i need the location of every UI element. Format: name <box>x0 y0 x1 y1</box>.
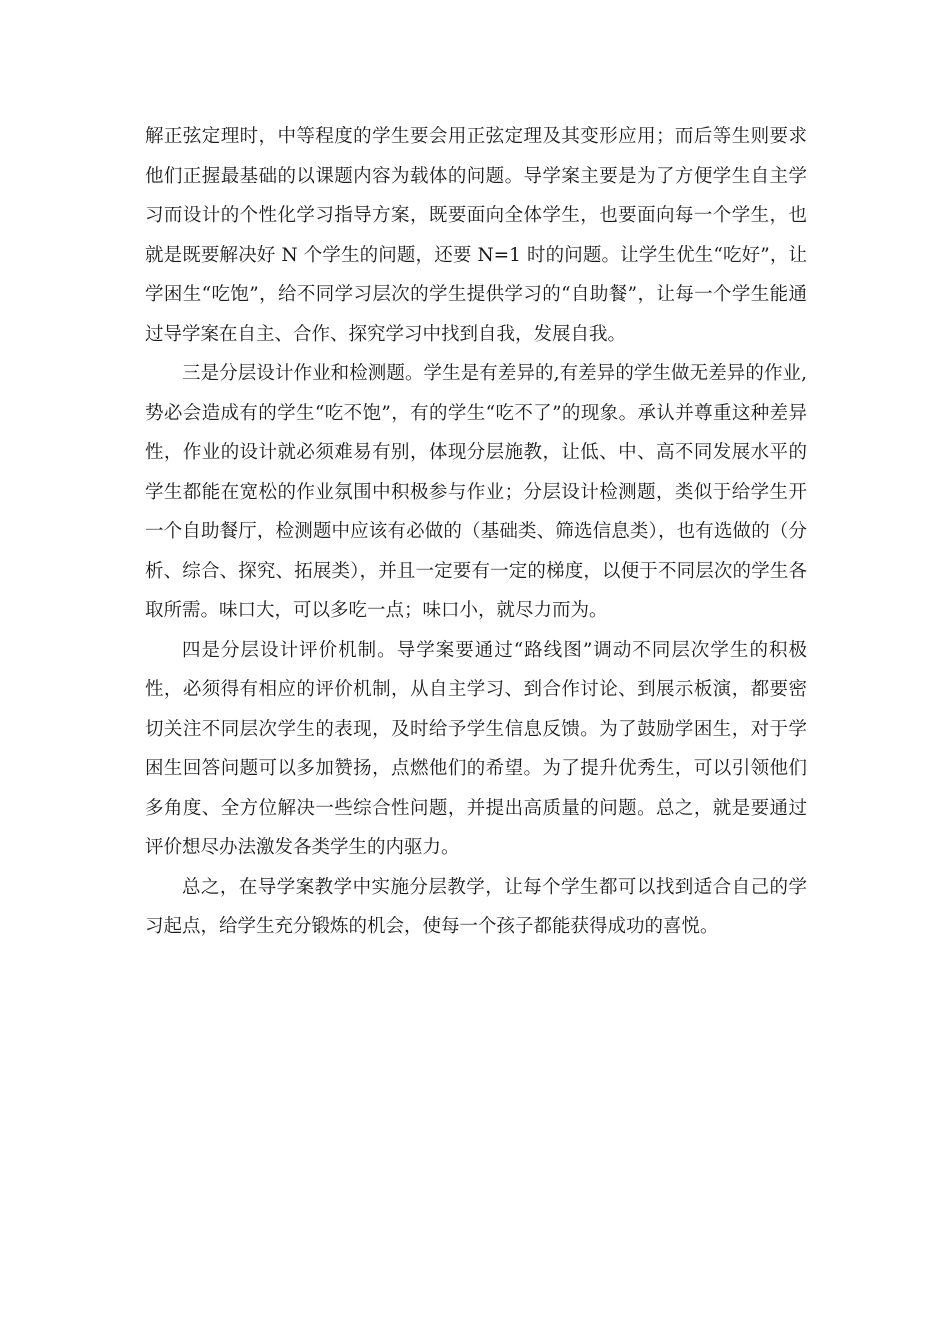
document-body <box>145 117 807 947</box>
paragraph-layered-evaluation: 四是分层设计评价机制。导学案要通过“路线图”调动不同层次学生的积极性，必须得有相应的评价机制，从自主学习、到合作讨论、到展示板演，都要密切关注不同层次学生的表现，及时给予学生信息反馈。为了鼓励学困生，对于学困生回答问题可以多加赞扬，点燃他们的希望。为了提升优秀生，可以引领他们多角度、全方位解决一些综合性问题，并提出高质量的问题。总之，就是要通过评价想尽办法激发各类学生的内驱力。 <box>145 639 807 858</box>
paragraph-layered-homework: 三是分层设计作业和检测题。学生是有差异的,有差异的学生做无差异的作业,势必会造成有的学生“吃不饱”，有的学生“吃不了”的现象。承认并尊重这种差异性，作业的设计就必须难易有别，体现分层施教，让低、中、高不同发展水平的学生都能在宽松的作业氛围中积极参与作业；分层设计检测题，类似于给学生开一个自助餐厅，检测题中应该有必做的（基础类、筛选信息类），也有选做的（分析、综合、探究、拓展类），并且一定要有一定的梯度，以便于不同层次的学生各取所需。味口大，可以多吃一点；味口小，就尽力而为。 <box>145 363 807 621</box>
paragraph-conclusion: 总之，在导学案教学中实施分层教学，让每个学生都可以找到适合自己的学习起点，给学生充分锻炼的机会，使每一个孩子都能获得成功的喜悦。 <box>145 876 807 937</box>
paragraph-continued: 解正弦定理时，中等程度的学生要会用正弦定理及其变形应用；而后等生则要求他们正握最基础的以课题内容为载体的问题。导学案主要是为了方便学生自主学习而设计的个性化学习指导方案，既要面向全体学生，也要面向每一个学生，也就是既要解决好 N 个学生的问题，还要 N=1 时的问题。让学生优生“吃好”，让学困生“吃饱”，给不同学习层次的学生提供学习的“自助餐”，让每一个学生能通过导学案在自主、合作、探究学习中找到自我，发展自我。 <box>145 126 807 345</box>
